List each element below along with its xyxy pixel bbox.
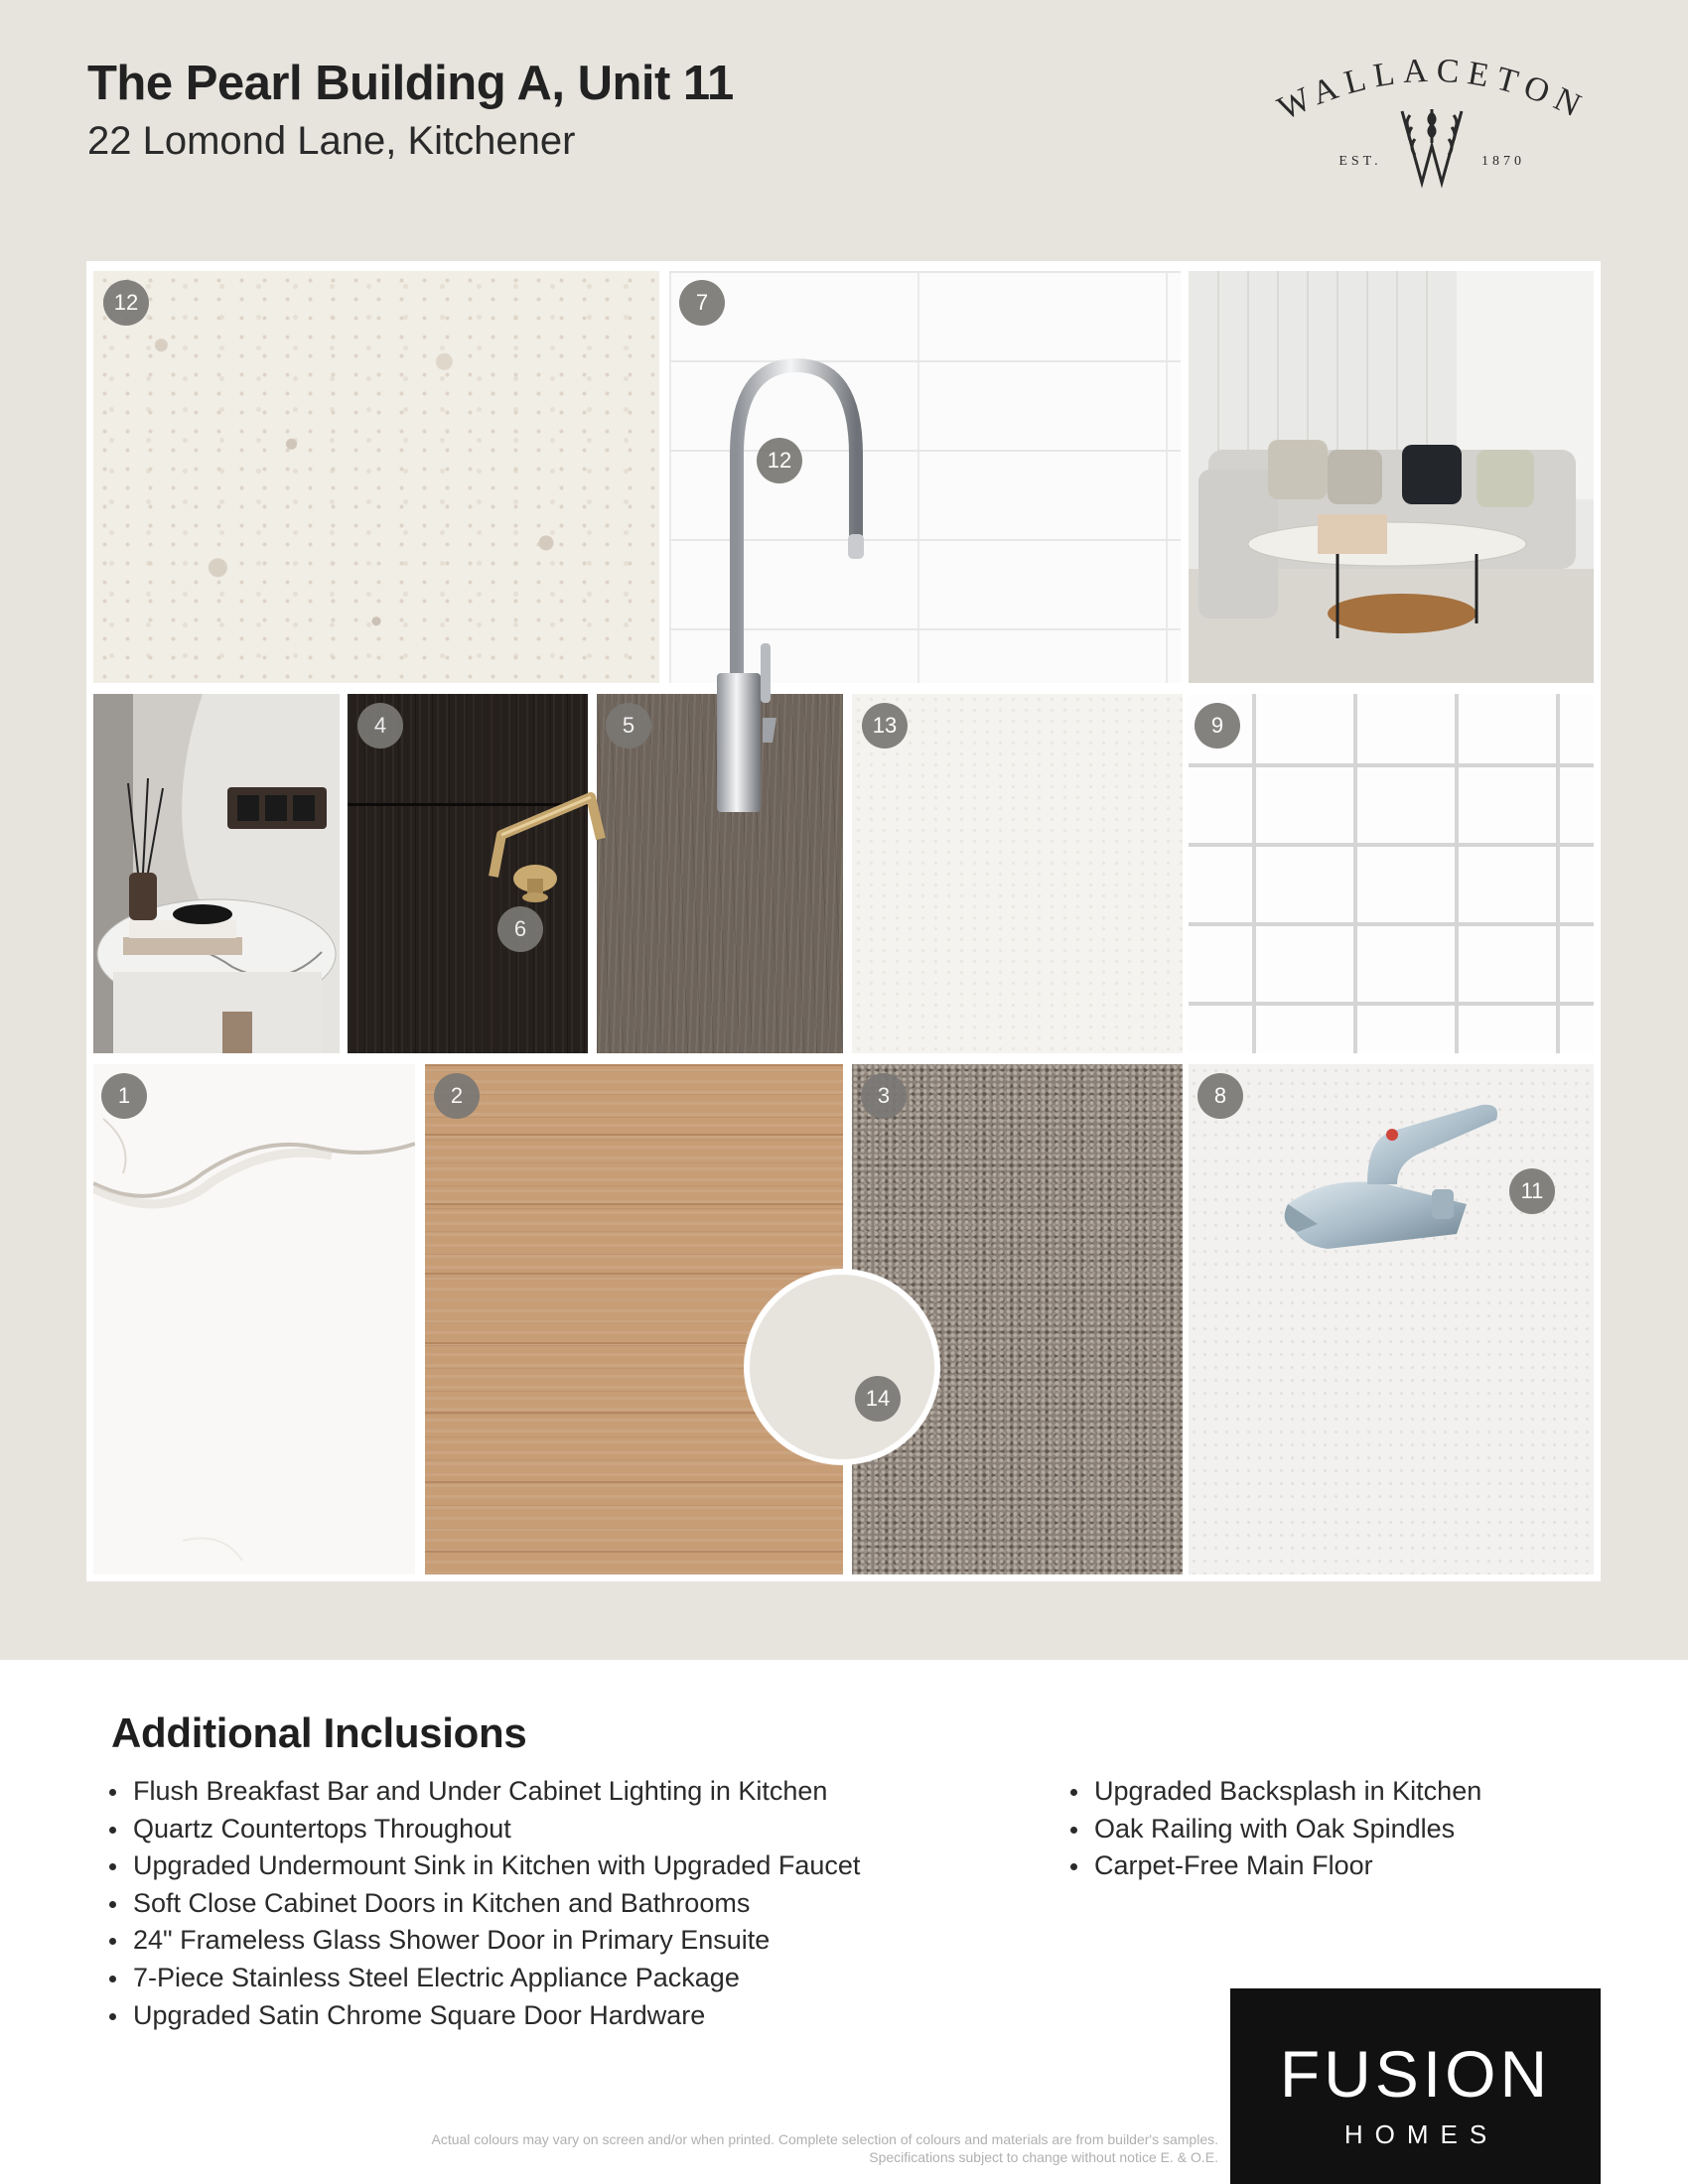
list-item: Soft Close Cabinet Doors in Kitchen and Bathrooms — [109, 1885, 1003, 1923]
photo-side-table — [93, 694, 340, 1053]
swatch-paint-colour — [744, 1269, 940, 1465]
homes-wordmark: HOMES — [1343, 2119, 1499, 2149]
marble-veins — [93, 1064, 415, 1574]
badge-1: 1 — [101, 1073, 147, 1119]
swatch-white-marble — [93, 1064, 415, 1574]
living-room-illustration — [1189, 271, 1594, 683]
badge-5: 5 — [606, 703, 651, 749]
badge-7: 7 — [679, 280, 725, 326]
list-item: 7-Piece Stainless Steel Electric Appliance Package — [109, 1960, 1003, 1997]
swatch-square-tile — [1189, 694, 1594, 1053]
inclusions-list-left — [109, 1773, 1003, 2034]
svg-text:EST.: EST. — [1338, 154, 1382, 169]
badge-2: 2 — [434, 1073, 480, 1119]
side-table-illustration — [93, 694, 340, 1053]
badge-14: 14 — [855, 1376, 901, 1422]
badge-9: 9 — [1195, 703, 1240, 749]
badge-12: 12 — [103, 280, 149, 326]
inclusions-list-right — [1070, 1773, 1587, 1885]
disclaimer-line-1: Actual colours may vary on screen and/or when printed. Complete selection of colours and materials are from builder's samples. — [431, 2131, 1218, 2147]
list-item: Carpet-Free Main Floor — [1070, 1847, 1587, 1885]
swatch-quartz-terrazzo — [93, 271, 659, 683]
badge-12-faucet: 12 — [757, 438, 802, 483]
svg-text:1870: 1870 — [1481, 154, 1525, 169]
fusion-wordmark: FUSION — [1279, 2037, 1552, 2111]
badge-6: 6 — [497, 906, 543, 952]
badge-3: 3 — [861, 1073, 907, 1119]
page-title: The Pearl Building A, Unit 11 — [87, 57, 734, 110]
badge-11: 11 — [1509, 1168, 1555, 1214]
list-item: Flush Breakfast Bar and Under Cabinet Lighting in Kitchen — [109, 1773, 1003, 1811]
badge-8: 8 — [1197, 1073, 1243, 1119]
page-address: 22 Lomond Lane, Kitchener — [87, 119, 576, 163]
disclaimer — [225, 2130, 1218, 2166]
disclaimer-line-2: Specifications subject to change without notice E. & O.E. — [869, 2149, 1218, 2165]
list-item: Upgraded Undermount Sink in Kitchen with Upgraded Faucet — [109, 1847, 1003, 1885]
list-item: Upgraded Satin Chrome Square Door Hardware — [109, 1997, 1003, 2035]
material-board — [86, 261, 1601, 1581]
fusion-homes-logo — [1230, 1988, 1601, 2184]
swatch-white-stone — [852, 694, 1183, 1053]
badge-13: 13 — [862, 703, 908, 749]
list-item: 24" Frameless Glass Shower Door in Primary Ensuite — [109, 1922, 1003, 1960]
list-item: Quartz Countertops Throughout — [109, 1811, 1003, 1848]
list-item: Oak Railing with Oak Spindles — [1070, 1811, 1587, 1848]
list-item: Upgraded Backsplash in Kitchen — [1070, 1773, 1587, 1811]
badge-4: 4 — [357, 703, 403, 749]
svg-text:WALLACETON: WALLACETON — [1272, 52, 1594, 128]
wallaceton-logo — [1253, 52, 1611, 201]
bath-faucet-chrome — [1268, 1075, 1526, 1274]
kitchen-faucet-chrome — [687, 345, 876, 812]
cabinet-hardware-gold — [484, 777, 642, 906]
inclusions-title: Additional Inclusions — [111, 1709, 527, 1756]
photo-living-room — [1189, 271, 1594, 683]
